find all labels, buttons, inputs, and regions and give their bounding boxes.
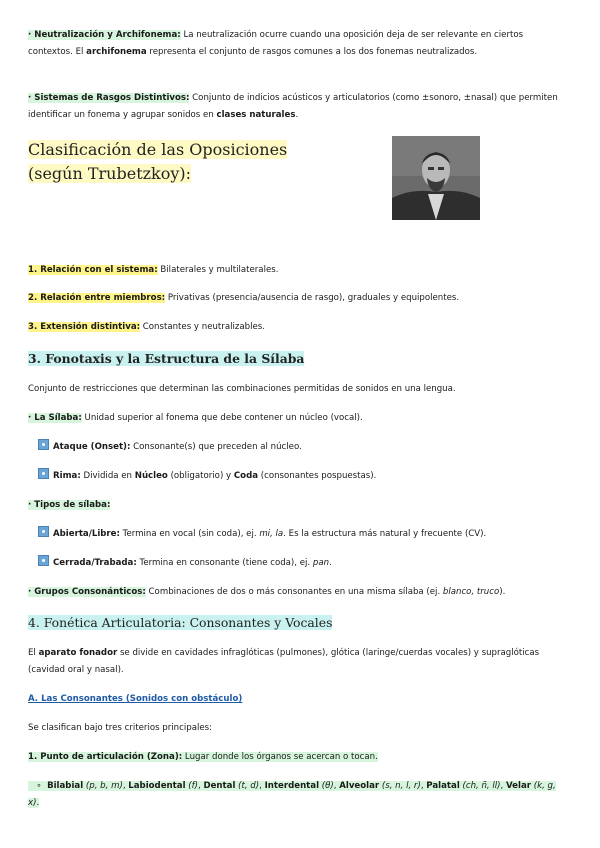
text: (consonantes pospuestas). bbox=[258, 471, 377, 481]
separator: , bbox=[197, 781, 204, 791]
term-lugar: Bilabial bbox=[47, 781, 84, 791]
text: se divide en cavidades infraglóticas (pulmones), glótica (laringe/cuerdas vocales) y supraglóticas (cavidad oral y nasal). bbox=[28, 648, 540, 675]
label-grupos: · Grupos Consonánticos: bbox=[28, 587, 146, 597]
heading-line-1: Clasificación de las Oposiciones bbox=[28, 140, 288, 159]
example: (s, n, l, r) bbox=[381, 781, 421, 791]
text: ). bbox=[499, 587, 506, 597]
label-relacion-sistema: 1. Relación con el sistema: bbox=[28, 265, 158, 275]
text: El bbox=[28, 648, 39, 658]
link-consonantes[interactable]: A. Las Consonantes (Sonidos con obstáculo) bbox=[28, 694, 243, 704]
example: pan bbox=[312, 558, 330, 568]
term-lugar: Alveolar bbox=[339, 781, 380, 791]
term-lugar: Labiodental bbox=[128, 781, 186, 791]
bullet-icon bbox=[38, 526, 49, 537]
label-cerrada: Cerrada/Trabada: bbox=[53, 558, 137, 568]
separator: , bbox=[259, 781, 265, 791]
list-item-abierta bbox=[38, 526, 568, 543]
list-item-lugares bbox=[28, 778, 568, 812]
heading-line-2: (según Trubetzkoy): bbox=[28, 164, 192, 183]
text: . bbox=[329, 558, 332, 568]
label-rima: Rima: bbox=[53, 471, 81, 481]
example: (f) bbox=[188, 781, 198, 791]
heading-fonetica bbox=[28, 614, 332, 632]
term-lugar: Interdental bbox=[264, 781, 320, 791]
term-lugar: Dental bbox=[203, 781, 236, 791]
term-lugar: Velar bbox=[506, 781, 531, 791]
separator: , bbox=[500, 781, 506, 791]
term-nucleo: Núcleo bbox=[134, 471, 168, 481]
text: Bilaterales y multilaterales. bbox=[157, 265, 279, 275]
term-lugar: Palatal bbox=[426, 781, 460, 791]
text: Termina en consonante (tiene coda), ej. bbox=[136, 558, 313, 568]
heading-fonotaxis-text: 3. Fonotaxis y la Estructura de la Sílaba bbox=[28, 351, 305, 366]
paragraph-criterios: Se clasifican bajo tres criterios principales: bbox=[28, 723, 213, 733]
text: Combinaciones de dos o más consonantes en una misma sílaba (ej. bbox=[145, 587, 443, 597]
link-consonantes-wrapper bbox=[28, 691, 558, 708]
clasificacion-item-1 bbox=[28, 262, 558, 279]
example: (k, g, x) bbox=[28, 781, 556, 808]
paragraph-fonotaxis-intro: Conjunto de restricciones que determinan las combinaciones permitidas de sonidos en una lengua. bbox=[28, 384, 456, 394]
term-archifonema: archifonema bbox=[86, 47, 147, 57]
text: Consonante(s) que preceden al núcleo. bbox=[130, 442, 302, 452]
paragraph-neutralizacion bbox=[28, 27, 558, 61]
label-tipos-silaba: · Tipos de sílaba: bbox=[28, 500, 111, 510]
label-punto-articulacion: 1. Punto de articulación (Zona): bbox=[28, 752, 183, 762]
paragraph-grupos bbox=[28, 584, 558, 601]
heading-fonetica-text: 4. Fonética Articulatoria: Consonantes y Vocales bbox=[28, 615, 333, 630]
label-neutralizacion: · Neutralización y Archifonema: bbox=[28, 30, 181, 40]
label-abierta: Abierta/Libre: bbox=[53, 529, 120, 539]
list-item-cerrada bbox=[38, 555, 568, 572]
list-item-rima bbox=[38, 468, 568, 485]
example: blanco, truco bbox=[442, 587, 500, 597]
text: . Es la estructura más natural y frecuente (CV). bbox=[283, 529, 487, 539]
bullet-icon bbox=[38, 555, 49, 566]
term-aparato-fonador: aparato fonador bbox=[38, 648, 118, 658]
example: mi, la bbox=[259, 529, 284, 539]
bullet-icon bbox=[38, 468, 49, 479]
paragraph-silaba bbox=[28, 410, 558, 427]
example: (ch, ñ, ll) bbox=[462, 781, 501, 791]
text: . bbox=[295, 110, 299, 120]
label-ataque: Ataque (Onset): bbox=[53, 442, 131, 452]
text: Dividida en bbox=[80, 471, 135, 481]
example: (t, d) bbox=[238, 781, 260, 791]
label-extension-distintiva: 3. Extensión distintiva: bbox=[28, 322, 141, 332]
paragraph-tipos-silaba bbox=[28, 497, 558, 514]
label-silaba: · La Sílaba: bbox=[28, 413, 82, 423]
text: Conjunto de indicios acústicos y articulatorios (como ±sonoro, ±nasal) que permiten identificar un fonema y agrupar sonidos en bbox=[28, 93, 558, 120]
clasificacion-item-2 bbox=[28, 290, 558, 307]
text: representa el conjunto de rasgos comunes a los dos fonemas neutralizados. bbox=[146, 47, 478, 57]
separator: , bbox=[420, 781, 427, 791]
bullet-icon bbox=[38, 439, 49, 450]
separator: , bbox=[122, 781, 129, 791]
example: (p, b, m) bbox=[85, 781, 123, 791]
text: Unidad superior al fonema que debe contener un núcleo (vocal). bbox=[81, 413, 363, 423]
text: Lugar donde los órganos se acercan o tocan. bbox=[182, 752, 378, 762]
separator: , bbox=[333, 781, 340, 791]
label-relacion-miembros: 2. Relación entre miembros: bbox=[28, 293, 166, 303]
label-rasgos: · Sistemas de Rasgos Distintivos: bbox=[28, 93, 190, 103]
paragraph-aparato bbox=[28, 645, 548, 679]
example: (θ) bbox=[321, 781, 334, 791]
text: Constantes y neutralizables. bbox=[140, 322, 265, 332]
text: (obligatorio) y bbox=[167, 471, 234, 481]
text: Termina en vocal (sin coda), ej. bbox=[119, 529, 260, 539]
term-clases-naturales: clases naturales bbox=[216, 110, 296, 120]
circle-bullet-icon: ∘ bbox=[36, 781, 42, 791]
list-item-ataque bbox=[38, 439, 568, 456]
heading-fonotaxis bbox=[28, 350, 304, 368]
text: Privativas (presencia/ausencia de rasgo), graduales y equipolentes. bbox=[165, 293, 460, 303]
term-coda: Coda bbox=[233, 471, 259, 481]
clasificacion-item-3 bbox=[28, 319, 558, 336]
separator: . bbox=[36, 798, 40, 808]
heading-clasificacion bbox=[28, 138, 287, 186]
trubetzkoy-portrait-photo bbox=[392, 136, 480, 220]
paragraph-rasgos bbox=[28, 90, 558, 124]
paragraph-punto bbox=[28, 749, 558, 766]
text: La neutralización ocurre cuando una oposición deja de ser relevante en ciertos contextos. El bbox=[28, 30, 524, 57]
